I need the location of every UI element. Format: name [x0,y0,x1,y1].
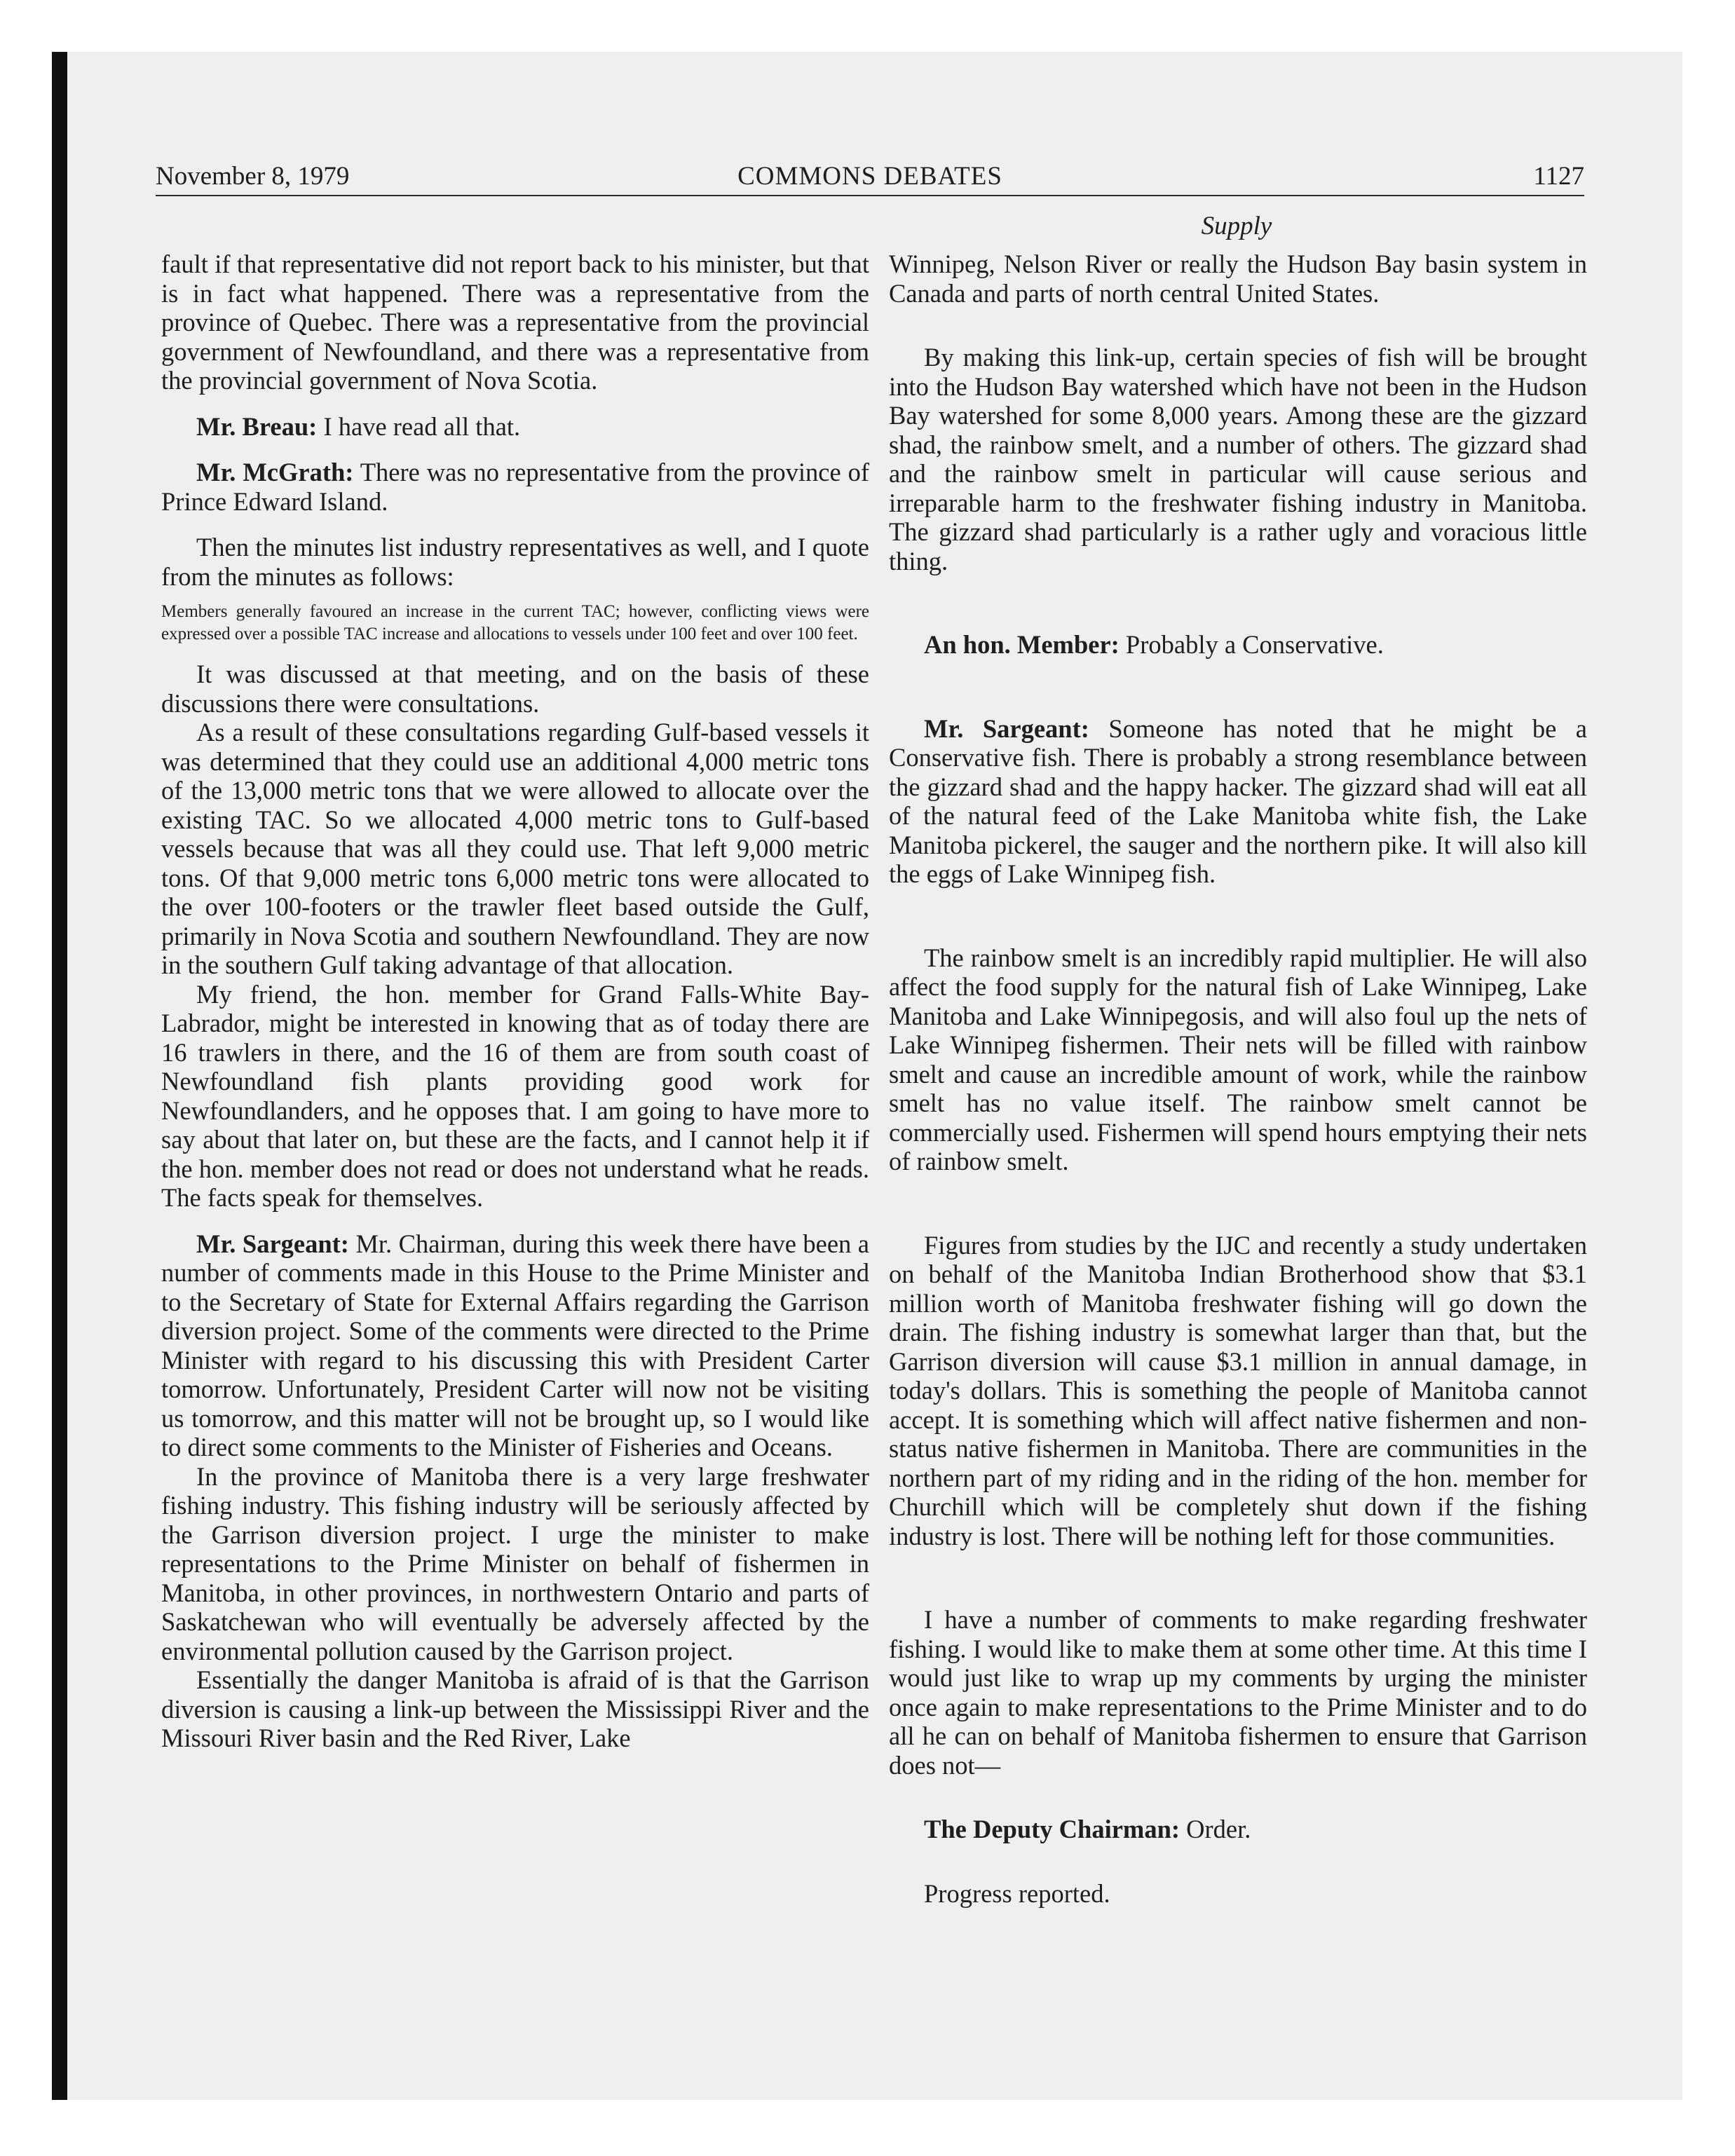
speech-text: Order. [1180,1815,1251,1843]
paragraph: Figures from studies by the IJC and recently a study undertaken on behalf of the Manitoba Indian Brotherhood show that $3.1 million worth of Manitoba freshwater fishing will go down the drain. The fishing industry is somewhat larger than that, but the Garrison diversion will cause $3.1 million in annual damage, in today's dollars. This is something the people of Manitoba cannot accept. It is something which will affect native fishermen and non-status native fishermen in Manitoba. There are communities in the northern part of my riding and in the riding of the hon. member for Churchill which will be completely shut down if the fishing industry is lost. There will be nothing left for those communities. [889,1230,1587,1550]
section-subheader: Supply [1201,212,1272,240]
paragraph: As a result of these consultations regarding Gulf-based vessels it was determined that they could use an additional 4,000 metric tons of the 13,000 metric tons that we were allowed to allocate over the existing TAC. So we allocated 4,000 metric tons to Gulf-based vessels because that was all they could use. That left 9,000 metric tons. Of that 9,000 metric tons 6,000 metric tons were allocated to the over 100-footers or the trawler fleet based outside the Gulf, primarily in Nova Scotia and southern Newfoundland. They are now in the southern Gulf taking advantage of that allocation. [161,718,869,979]
publication-title: COMMONS DEBATES [737,162,1002,191]
paragraph: Essentially the danger Manitoba is afraid of is that the Garrison diversion is causing a link-up between the Mississippi River and the Missouri River basin and the Red River, Lake [161,1665,869,1752]
speaker-name: The Deputy Chairman: [924,1815,1181,1843]
speaker-name: An hon. Member: [924,630,1120,659]
paragraph: I have a number of comments to make regarding freshwater fishing. I would like to make them at some other time. At this time I would just like to wrap up my comments by urging the minister once again to make representations to the Prime Minister and to do all he can on behalf of Manitoba fishermen to ensure that Garrison does not— [889,1605,1587,1780]
speech-paragraph [889,630,1587,660]
speaker-name: Mr. Breau: [196,411,318,441]
speech-text: Mr. Chairman, during this week there have been a number of comments made in this House to the Prime Minister and to the Secretary of State for External Affairs regarding the Garrison diversion project. Some of the comments were directed to the Prime Minister with regard to his discussing this with President Carter tomorrow. Unfortunately, President Carter will now not be visiting us tomorrow, and this matter will not be brought up, so I would like to direct some comments to the Minister of Fisheries and Oceans. [161,1229,869,1461]
speech-paragraph [161,1229,869,1462]
page-binding-edge [52,52,67,2100]
paragraph: In the province of Manitoba there is a very large freshwater fishing industry. This fishing industry will be seriously affected by the Garrison diversion project. I urge the minister to make representations to the Prime Minister on behalf of fishermen in Manitoba, in other provinces, in northwestern Ontario and parts of Saskatchewan who will eventually be adversely affected by the environmental pollution caused by the Garrison project. [161,1461,869,1665]
speech-text: Probably a Conservative. [1119,630,1384,659]
speech-paragraph [161,412,869,442]
page-number: 1127 [1533,162,1584,191]
paragraph: Then the minutes list industry representatives as well, and I quote from the minutes as follows: [161,533,869,591]
speech-text: I have read all that. [317,411,521,441]
speech-paragraph [889,714,1587,889]
left-column [161,250,869,1753]
speaker-name: Mr. McGrath: [196,458,354,486]
paragraph: By making this link-up, certain species of fish will be brought into the Hudson Bay watershed which have not been in the Hudson Bay watershed for some 8,000 years. Among these are the gizzard shad, the rainbow smelt, and a number of others. The gizzard shad and the rainbow smelt in particular will cause serious and irreparable harm to the freshwater fishing industry in Manitoba. The gizzard shad particularly is a rather ugly and voracious little thing. [889,343,1587,575]
running-header [156,158,1584,196]
speech-text: Someone has noted that he might be a Conservative fish. There is probably a strong resemblance between the gizzard shad and the happy hacker. The gizzard shad will eat all of the natural feed of the Lake Manitoba white fish, the Lake Manitoba pickerel, the sauger and the northern pike. It will also kill the eggs of Lake Winnipeg fish. [889,714,1587,888]
paragraph: fault if that representative did not report back to his minister, but that is in fact what happened. There was a representative from the province of Quebec. There was a representative from the provincial government of Newfoundland, and there was a representative from the provincial government of Nova Scotia. [161,250,869,395]
paragraph: The rainbow smelt is an incredibly rapid multiplier. He will also affect the food supply for the natural fish of Lake Winnipeg, Lake Manitoba and Lake Winnipegosis, and will also foul up the nets of Lake Winnipeg fishermen. Their nets will be filled with rainbow smelt and cause an incredible amount of work, while the rainbow smelt has no value itself. The rainbow smelt cannot be commercially used. Fishermen will spend hours emptying their nets of rainbow smelt. [889,943,1587,1175]
speaker-name: Mr. Sargeant: [196,1229,349,1258]
right-column [889,250,1587,1908]
paragraph: Winnipeg, Nelson River or really the Hudson Bay basin system in Canada and parts of north central United States. [889,250,1587,308]
speech-paragraph [889,1815,1587,1844]
block-quote: Members generally favoured an increase in the current TAC; however, conflicting views were expressed over a possible TAC increase and allocations to vessels under 100 feet and over 100 feet. [161,602,869,643]
paragraph: Progress reported. [924,1878,1110,1908]
speech-text: There was no representative from the province of Prince Edward Island. [161,458,869,516]
speech-paragraph [161,458,869,516]
header-date: November 8, 1979 [156,162,350,191]
paragraph: It was discussed at that meeting, and on the basis of these discussions there were consultations. [161,660,869,718]
speaker-name: Mr. Sargeant: [924,714,1089,743]
paragraph: My friend, the hon. member for Grand Falls-White Bay-Labrador, might be interested in knowing that as of today there are 16 trawlers in there, and the 16 of them are from south coast of Newfoundland fish plants providing good work for Newfoundlanders, and he opposes that. I am going to have more to say about that later on, but these are the facts, and I cannot help it if the hon. member does not read or does not understand what he reads. The facts speak for themselves. [161,979,869,1212]
